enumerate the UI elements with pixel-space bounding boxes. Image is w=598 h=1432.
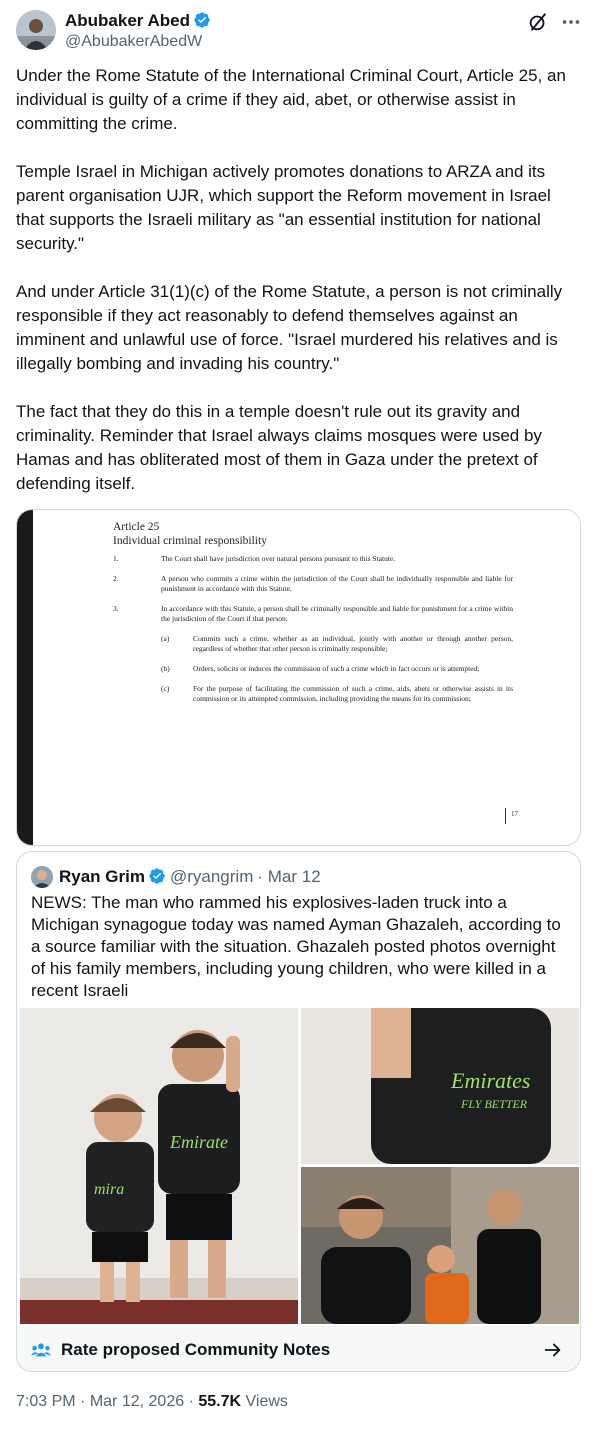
document-subitem-text: Commits such a crime, whether as an individual, jointly with another or through another person, regardless of whether that other person is criminally responsible; bbox=[193, 634, 513, 653]
rate-community-notes-bar[interactable] bbox=[17, 1326, 580, 1372]
document-subitem-text: Orders, solicits or induces the commission of such a crime which in fact occurs or is attempted; bbox=[193, 664, 480, 673]
document-body bbox=[113, 520, 513, 714]
tweet-text bbox=[16, 64, 582, 520]
views-label: Views bbox=[245, 1393, 288, 1410]
author-handle[interactable]: @AbubakerAbedW bbox=[65, 33, 203, 50]
quoted-author-name: Ryan Grim bbox=[59, 867, 145, 886]
svg-text:mira: mira bbox=[94, 1181, 125, 1198]
verified-badge-icon bbox=[193, 11, 211, 29]
arrow-right-icon bbox=[542, 1339, 564, 1361]
media-photo-jersey[interactable] bbox=[301, 1008, 579, 1164]
document-image[interactable] bbox=[16, 509, 581, 846]
document-item-text: A person who commits a crime within the jurisdiction of the Court shall be individually responsible and liable for punishment in accordance with this Statute. bbox=[161, 574, 513, 593]
tweet-paragraph: And under Article 31(1)(c) of the Rome Statute, a person is not criminally responsible if they act reasonably to defend themselves against an imminent and unlawful use of force. "Israel murdered his relatives and is illegally bombing and invading his country." bbox=[16, 282, 563, 373]
document-title: Article 25 bbox=[113, 521, 160, 533]
media-photo-children[interactable] bbox=[20, 1008, 298, 1324]
document-item-number: 3. bbox=[113, 604, 119, 613]
separator-dot: · bbox=[188, 1393, 199, 1410]
author-name[interactable] bbox=[65, 11, 211, 31]
document-subitem-text: For the purpose of facilitating the commission of such a crime, aids, abets or otherwise assists in its commission or its attempted commission, including providing the means for its commission; bbox=[193, 684, 513, 703]
media-grid bbox=[20, 1008, 579, 1324]
tweet-header bbox=[16, 10, 582, 54]
quoted-author-avatar bbox=[31, 866, 53, 888]
document-subitem-letter: (b) bbox=[161, 664, 170, 673]
svg-text:Emirates: Emirates bbox=[451, 1068, 531, 1093]
document-item bbox=[113, 604, 513, 624]
separator-dot: · bbox=[80, 1393, 90, 1410]
quoted-author bbox=[59, 866, 321, 888]
tweet-date[interactable]: Mar 12, 2026 bbox=[89, 1393, 185, 1410]
media-photo-selfie[interactable] bbox=[301, 1167, 579, 1324]
document-item-number: 2. bbox=[113, 574, 119, 583]
document-subitem bbox=[161, 664, 513, 674]
quoted-tweet-date: · Mar 12 bbox=[257, 867, 321, 886]
quoted-author-handle: @ryangrim bbox=[169, 867, 254, 886]
tweet-meta bbox=[16, 1392, 288, 1412]
svg-text:FLY BETTER: FLY BETTER bbox=[461, 1097, 528, 1111]
document-subitem bbox=[161, 684, 513, 704]
more-icon[interactable] bbox=[560, 11, 582, 33]
document-subitem bbox=[161, 634, 513, 654]
tweet-paragraph: The fact that they do this in a temple doesn't rule out its gravity and criminality. Reminder that Israel always claims mosques were used by Hamas and has obliterated most of them in Gaza under the pretext of defending itself. bbox=[16, 402, 542, 493]
tweet-time[interactable]: 7:03 PM bbox=[16, 1393, 76, 1410]
document-item bbox=[113, 554, 513, 564]
tweet-paragraph: Temple Israel in Michigan actively promotes donations to ARZA and its parent organisation UJR, which support the Reform movement in Israel that supports the Israeli military as "an essential institution for national security." bbox=[16, 162, 551, 253]
document-subitem-letter: (a) bbox=[161, 634, 170, 643]
document-item-text: In accordance with this Statute, a person shall be criminally responsible and liable for punishment for a crime within the jurisdiction of the Court if that person: bbox=[161, 604, 513, 623]
verified-badge-icon bbox=[148, 867, 166, 885]
document-subitem-letter: (c) bbox=[161, 684, 170, 693]
document-item bbox=[113, 574, 513, 594]
document-item-number: 1. bbox=[113, 554, 119, 563]
grok-icon[interactable] bbox=[527, 11, 549, 33]
quoted-tweet-text: NEWS: The man who rammed his explosives-laden truck into a Michigan synagogue today was named Ayman Ghazaleh, according to a source familiar with the situation. Ghazaleh posted photos overnight of his family members, including young children, who were killed in a recent Israeli bbox=[31, 893, 561, 1000]
document-subtitle: Individual criminal responsibility bbox=[113, 535, 267, 547]
document-page-number: 17 bbox=[505, 808, 518, 824]
document-item-text: The Court shall have jurisdiction over natural persons pursuant to this Statute. bbox=[161, 554, 396, 563]
document-image-edge bbox=[17, 510, 33, 845]
svg-text:Emirate: Emirate bbox=[170, 1132, 228, 1152]
quoted-tweet[interactable] bbox=[16, 851, 581, 1372]
views-count: 55.7K bbox=[198, 1393, 242, 1410]
rate-community-notes-label: Rate proposed Community Notes bbox=[61, 1340, 331, 1359]
author-avatar[interactable] bbox=[16, 10, 56, 50]
tweet-paragraph: Under the Rome Statute of the International Criminal Court, Article 25, an individual is guilty of a crime if they aid, abet, or otherwise assist in committing the crime. bbox=[16, 66, 566, 133]
author-name-text: Abubaker Abed bbox=[65, 11, 191, 30]
community-notes-icon bbox=[30, 1339, 52, 1361]
